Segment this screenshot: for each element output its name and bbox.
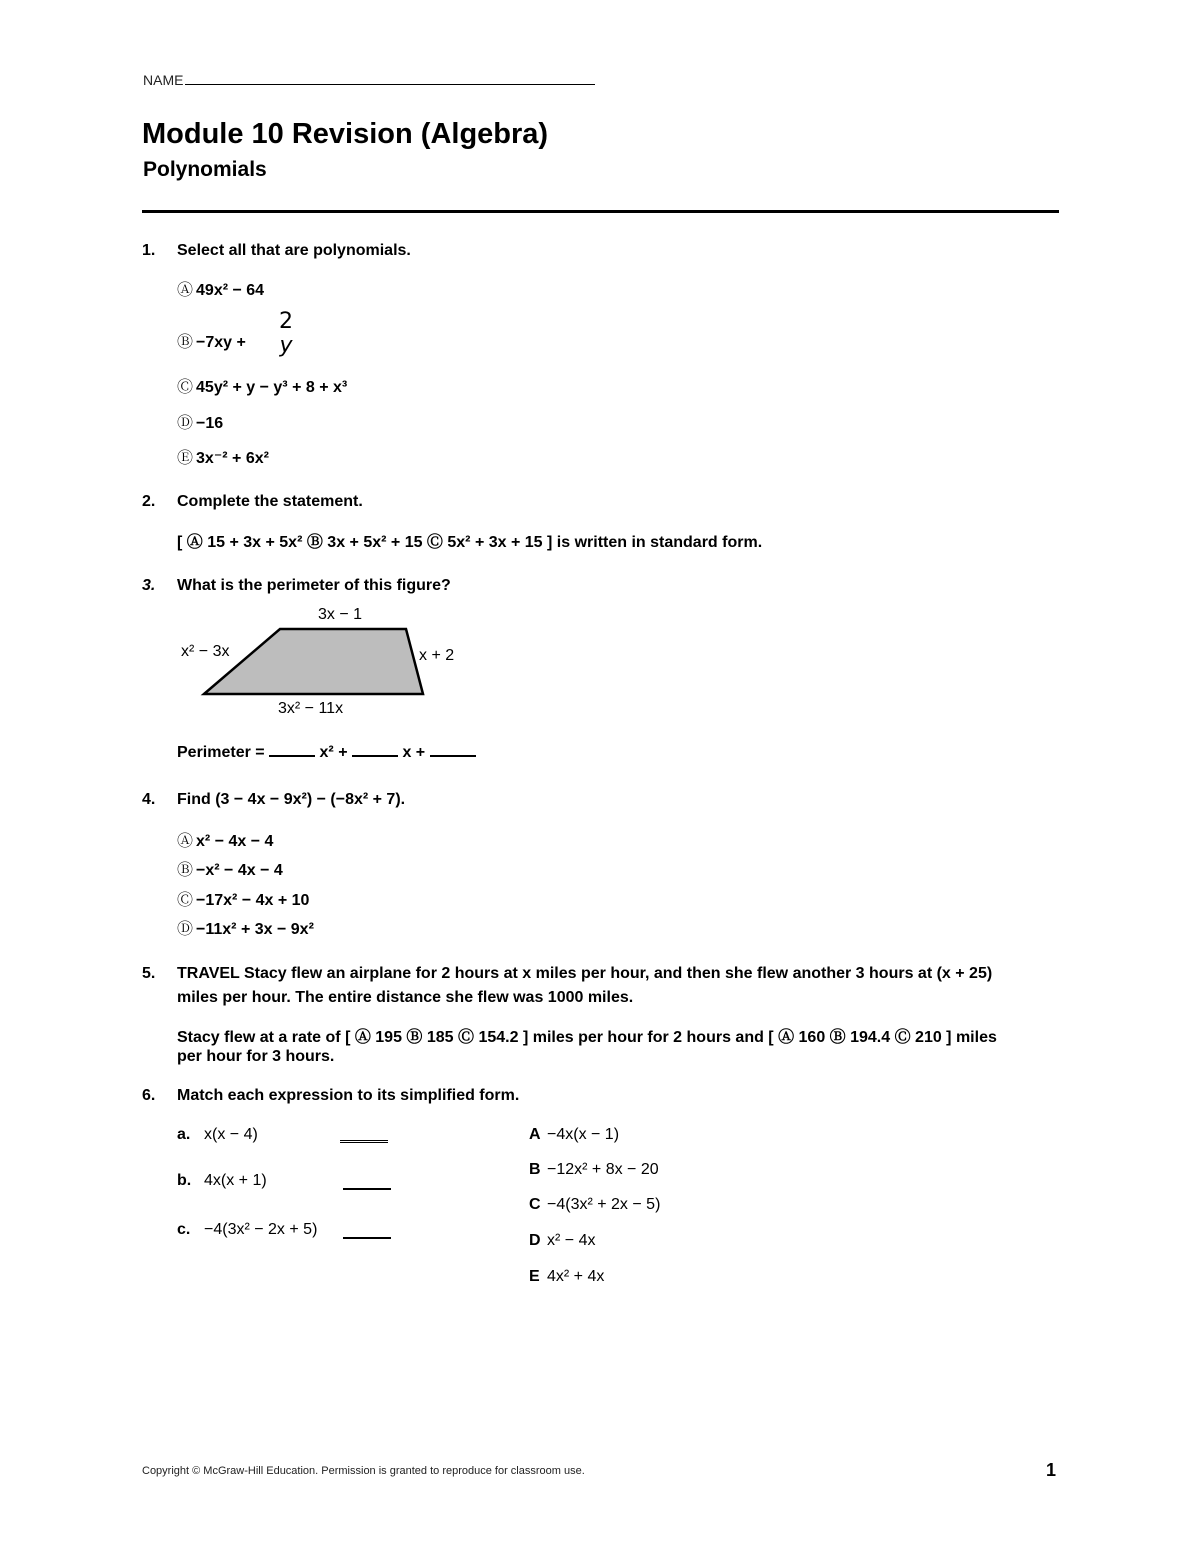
fraction-denominator: y	[279, 333, 293, 358]
q1-option-a[interactable]	[177, 277, 264, 300]
q4-option-d[interactable]	[177, 916, 314, 939]
label-right: x + 2	[419, 647, 455, 664]
item-text: −12x² + 8x − 20	[547, 1161, 659, 1178]
perimeter-label: Perimeter =	[177, 744, 265, 761]
label-bottom: 3x² − 11x	[278, 700, 344, 717]
perimeter-row	[177, 744, 476, 762]
q4-option-b[interactable]	[177, 857, 283, 880]
header-divider	[142, 210, 1059, 213]
item-text: 4x(x + 1)	[204, 1172, 267, 1189]
q2-number: 2.	[142, 493, 156, 510]
q5-line-1: TRAVEL Stacy flew an airplane for 2 hours at x miles per hour, and then she flew another 3 hours at (x + 25)	[177, 965, 993, 982]
item-text: −4x(x − 1)	[547, 1126, 620, 1143]
option-text: −7xy +	[196, 334, 246, 351]
q2-statement[interactable]: [ Ⓐ 15 + 3x + 5x² Ⓑ 3x + 5x² + 15 Ⓒ 5x² + 3x + 15 ] is written in standard form.	[177, 534, 763, 551]
item-text: −4(3x² + 2x − 5)	[547, 1196, 661, 1213]
q1-option-c[interactable]	[177, 374, 347, 397]
page-title: Module 10 Revision (Algebra)	[142, 118, 549, 150]
page-subtitle: Polynomials	[143, 158, 267, 181]
option-letter: Ⓒ	[177, 892, 194, 909]
name-field	[143, 72, 595, 88]
item-letter: C	[529, 1196, 541, 1213]
item-letter: E	[529, 1268, 540, 1285]
q1-option-b[interactable]	[177, 329, 246, 352]
q6-right-c	[529, 1196, 660, 1214]
q1-option-e[interactable]	[177, 445, 269, 468]
q6-answer-b[interactable]	[343, 1176, 391, 1195]
item-letter: D	[529, 1232, 541, 1249]
perimeter-blank-1[interactable]	[269, 755, 315, 757]
option-text: x² − 4x − 4	[196, 833, 274, 850]
q6-number: 6.	[142, 1087, 156, 1104]
trapezoid-shape	[204, 629, 423, 694]
name-blank[interactable]	[185, 84, 595, 85]
q6-left-a	[177, 1126, 258, 1144]
q3-prompt: What is the perimeter of this figure?	[177, 577, 451, 594]
option-text: 45y² + y − y³ + 8 + x³	[196, 379, 348, 396]
q6-left-c	[177, 1221, 317, 1239]
option-letter: Ⓐ	[177, 833, 194, 850]
q1-fraction	[276, 310, 296, 358]
option-text: 49x² − 64	[196, 282, 265, 299]
q1-prompt: Select all that are polynomials.	[177, 242, 411, 259]
q3-number: 3.	[142, 577, 156, 594]
option-letter: Ⓓ	[177, 415, 194, 432]
q4-option-c[interactable]	[177, 887, 309, 910]
q1-number: 1.	[142, 242, 156, 259]
q6-answer-a[interactable]	[340, 1130, 388, 1148]
q4-number: 4.	[142, 791, 156, 808]
item-letter: c.	[177, 1221, 191, 1238]
q6-left-b	[177, 1172, 267, 1190]
label-left: x² − 3x	[181, 643, 230, 660]
q5-line-2: miles per hour. The entire distance she flew was 1000 miles.	[177, 989, 634, 1006]
item-text: x² − 4x	[547, 1232, 596, 1249]
q4-prompt: Find (3 − 4x − 9x²) − (−8x² + 7).	[177, 791, 406, 808]
option-letter: Ⓑ	[177, 334, 194, 351]
option-letter: Ⓓ	[177, 921, 194, 938]
option-letter: Ⓒ	[177, 379, 194, 396]
option-text: −11x² + 3x − 9x²	[196, 921, 314, 938]
item-text: −4(3x² − 2x + 5)	[204, 1221, 318, 1238]
option-letter: Ⓑ	[177, 862, 194, 879]
copyright-footer: Copyright © McGraw-Hill Education. Permission is granted to reproduce for classroom use.	[142, 1465, 585, 1477]
page-number: 1	[1046, 1460, 1057, 1480]
fraction-numerator: 2	[279, 309, 293, 334]
item-letter: a.	[177, 1126, 191, 1143]
perimeter-x-term: x +	[402, 744, 426, 761]
q6-right-a	[529, 1126, 619, 1144]
q6-answer-c[interactable]	[343, 1225, 391, 1244]
q2-prompt: Complete the statement.	[177, 493, 363, 510]
q6-right-b	[529, 1161, 659, 1179]
perimeter-blank-2[interactable]	[352, 755, 398, 757]
q5-line-4: per hour for 3 hours.	[177, 1048, 335, 1065]
q6-right-d	[529, 1232, 595, 1250]
option-text: −x² − 4x − 4	[196, 862, 283, 879]
perimeter-blank-3[interactable]	[430, 755, 476, 757]
label-top: 3x − 1	[318, 606, 363, 623]
q5-line-3[interactable]: Stacy flew at a rate of [ Ⓐ 195 Ⓑ 185 Ⓒ 154.2 ] miles per hour for 2 hours and [ Ⓐ 160 Ⓑ 194.4 Ⓒ 210 ] miles	[177, 1029, 997, 1046]
item-text: x(x − 4)	[204, 1126, 258, 1143]
option-letter: Ⓐ	[177, 282, 194, 299]
q5-number: 5.	[142, 965, 156, 982]
q6-prompt: Match each expression to its simplified form.	[177, 1087, 520, 1104]
item-letter: B	[529, 1161, 541, 1178]
option-letter: Ⓔ	[177, 450, 194, 467]
option-text: −16	[196, 415, 224, 432]
item-letter: b.	[177, 1172, 192, 1189]
name-label: NAME	[143, 72, 184, 88]
q1-option-d[interactable]	[177, 410, 223, 433]
perimeter-x2-term: x² +	[319, 744, 348, 761]
q4-option-a[interactable]	[177, 828, 273, 851]
item-letter: A	[529, 1126, 541, 1143]
option-text: −17x² − 4x + 10	[196, 892, 310, 909]
q6-right-e	[529, 1268, 604, 1286]
item-text: 4x² + 4x	[547, 1268, 605, 1285]
option-text: 3x⁻² + 6x²	[196, 450, 269, 467]
